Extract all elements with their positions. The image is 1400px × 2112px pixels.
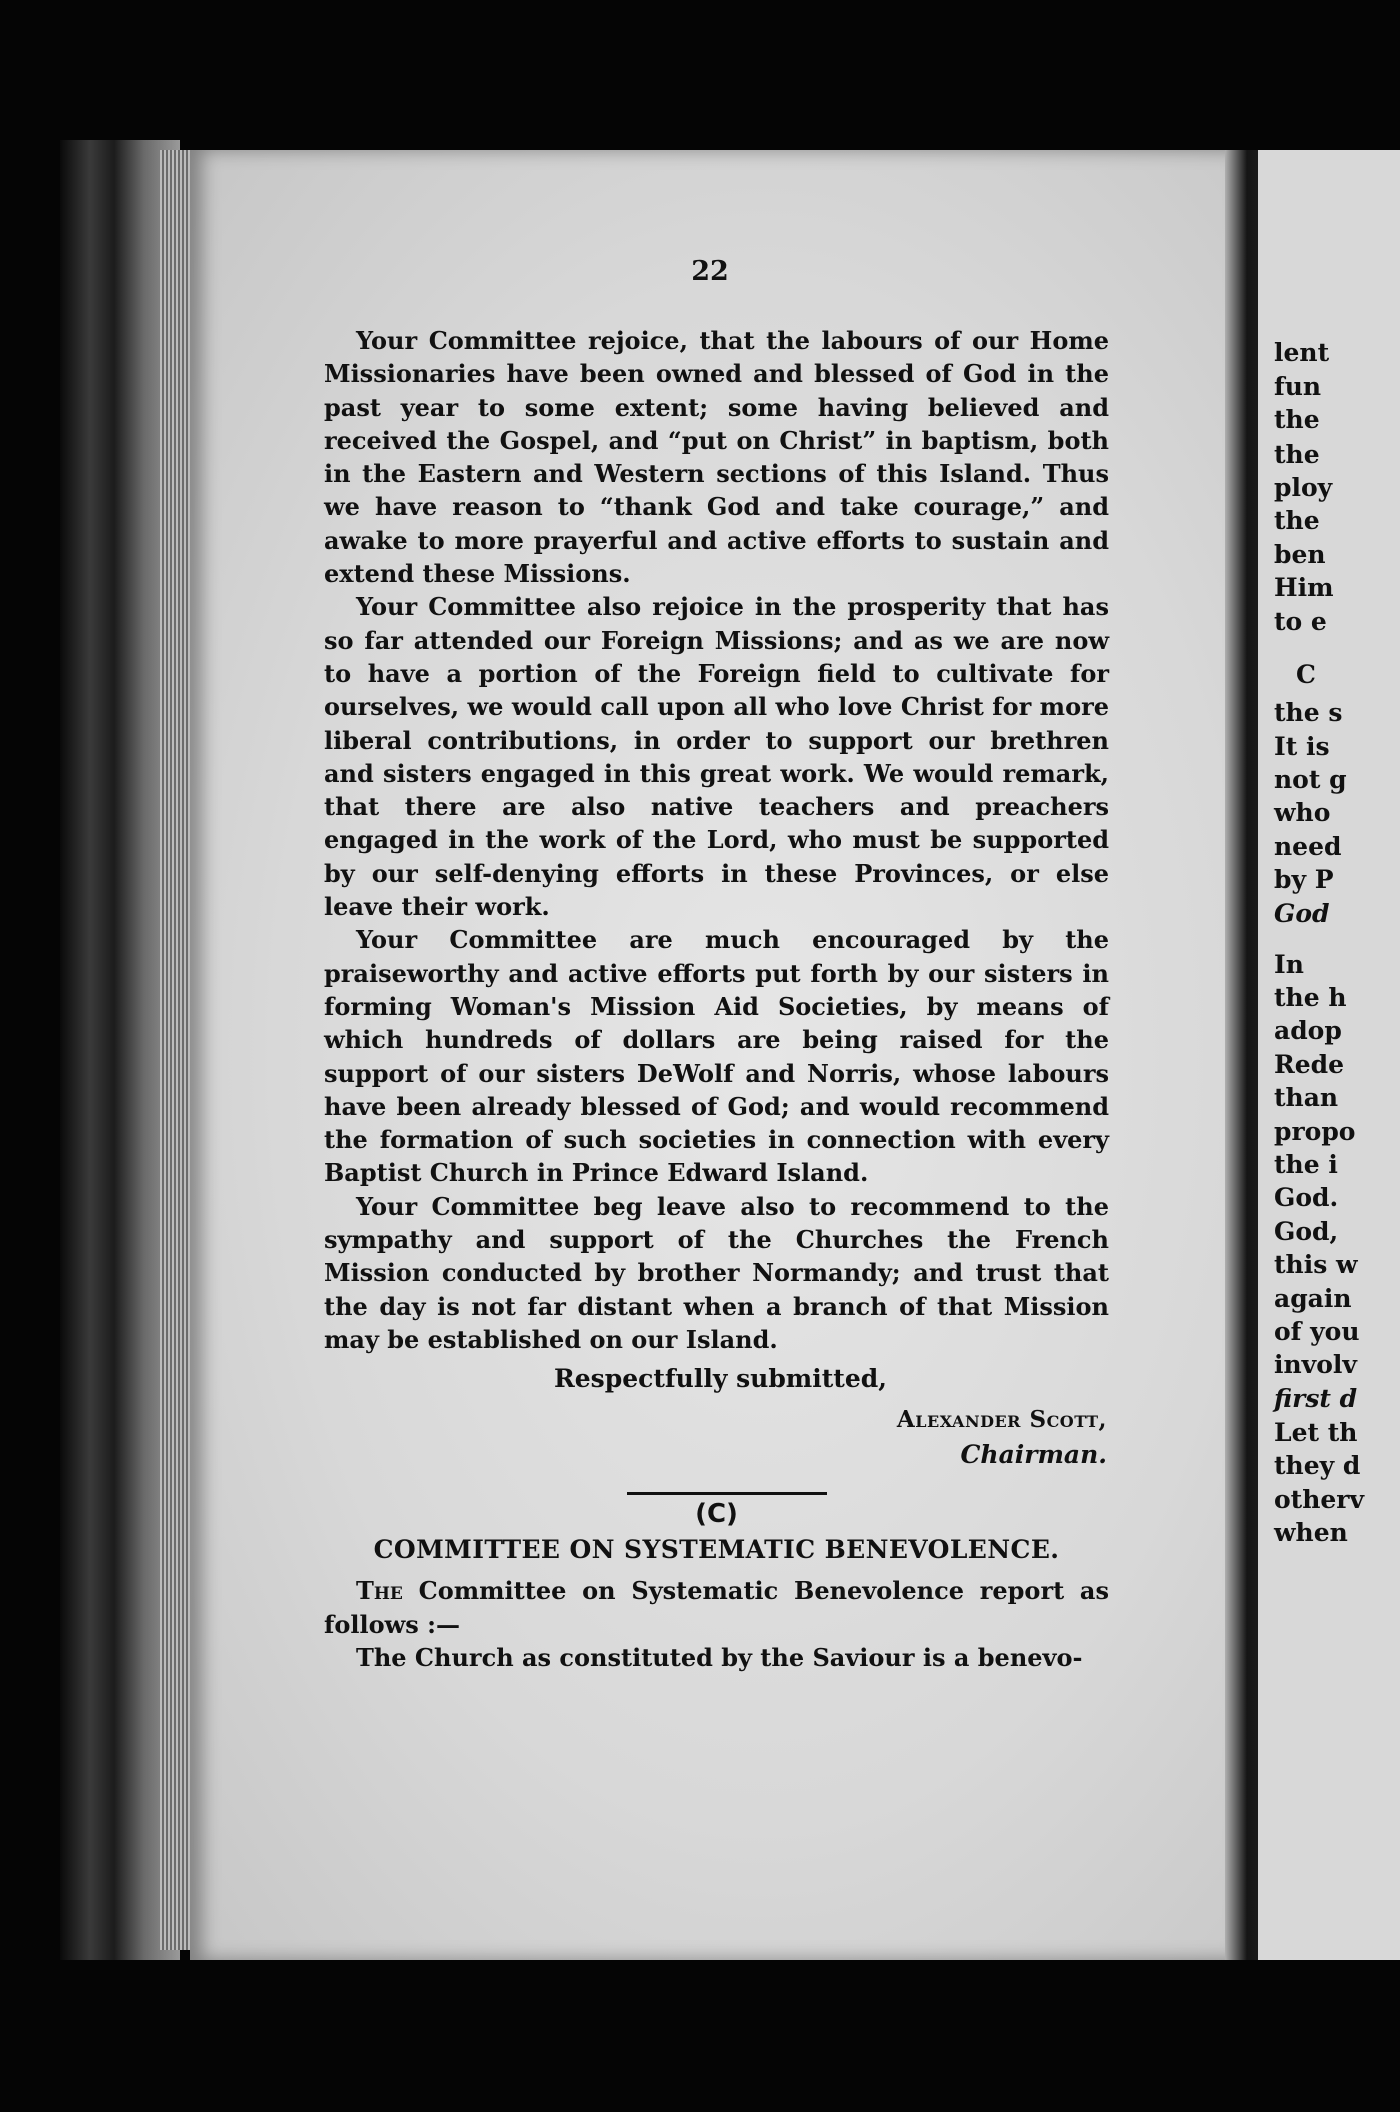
- signer-name: Alexander Scott,: [896, 1406, 1107, 1434]
- right-page-line: when: [1274, 1518, 1348, 1547]
- right-page-line: Rede: [1274, 1050, 1345, 1079]
- section-marker: (C): [695, 1499, 738, 1530]
- right-page-line: the: [1274, 440, 1320, 469]
- right-page-fragment: [1258, 150, 1400, 1960]
- right-page-line: first d: [1274, 1384, 1358, 1413]
- right-page-line: the i: [1274, 1150, 1338, 1179]
- signoff: Respectfully submitted,: [554, 1364, 887, 1394]
- right-page-line: need: [1274, 832, 1342, 861]
- paragraph-home-missions: Your Committee rejoice, that the labours of our Home Missionaries have been owned and blessed of God in the past year to some extent; some having believed and received the Gospel, and “put on Christ” in baptism, both in the Eastern and Western sections of this Island. Thus we have reason to “thank God and take courage,” and awake to more prayerful and active efforts to sustain and extend these Missions.: [324, 326, 1109, 589]
- right-page-line: God,: [1274, 1217, 1339, 1246]
- right-page-line: who: [1274, 798, 1331, 827]
- right-page-line: the s: [1274, 698, 1343, 727]
- right-page-line: It is: [1274, 732, 1330, 761]
- lead-word: The: [356, 1576, 403, 1606]
- right-page-line: God: [1274, 899, 1330, 928]
- paragraph-benevolence-intro-text: Committee on Systematic Benevolence report as follows :—: [324, 1576, 1109, 1639]
- paragraph-mission-aid-societies: Your Committee are much encouraged by the praiseworthy and active efforts put forth by our sisters in forming Woman's Mission Aid Societies, by means of which hundreds of dollars are being raised for the support of our sisters DeWolf and Norris, whose labours have been already blessed of God; and would recommend the formation of such societies in connection with every Baptist Church in Prince Edward Island.: [324, 925, 1109, 1188]
- right-page-line: ben: [1274, 540, 1326, 569]
- right-page-line: fun: [1274, 372, 1322, 401]
- right-page-line: otherv: [1274, 1485, 1365, 1514]
- right-page-line: lent: [1274, 338, 1330, 367]
- right-page-line: not g: [1274, 765, 1347, 794]
- right-page-lines: [1258, 150, 1400, 1960]
- paragraph-benevolence-church: The Church as constituted by the Saviour is a benevo-: [356, 1642, 1083, 1672]
- page-number: 22: [691, 256, 729, 287]
- signer-title: Chairman.: [960, 1440, 1107, 1470]
- section-heading: COMMITTEE ON SYSTEMATIC BENEVOLENCE.: [373, 1535, 1060, 1565]
- signature-block: [324, 1356, 1109, 1486]
- right-page-line: Him: [1274, 573, 1334, 602]
- right-page-line: the: [1274, 405, 1320, 434]
- right-page-line: this w: [1274, 1250, 1358, 1279]
- right-page-line: again: [1274, 1284, 1352, 1313]
- right-page-line: the h: [1274, 983, 1347, 1012]
- right-page-line: Let th: [1274, 1418, 1358, 1447]
- right-page-line: C: [1296, 660, 1316, 689]
- right-page-line: ploy: [1274, 473, 1333, 502]
- right-page-line: than: [1274, 1083, 1339, 1112]
- right-page-line: by P: [1274, 865, 1334, 894]
- right-page-line: God.: [1274, 1183, 1339, 1212]
- section-divider: [627, 1492, 827, 1495]
- left-page: [190, 150, 1230, 1960]
- right-page-line: the: [1274, 506, 1320, 535]
- paragraph-foreign-missions: Your Committee also rejoice in the prosperity that has so far attended our Foreign Missions; and as we are now to have a portion of the Foreign field to cultivate for ourselves, we would call upon all who love Christ for more liberal contributions, in order to support our brethren and sisters engaged in this great work. We would remark, that there are also native teachers and preachers engaged in the work of the Lord, who must be supported by our self-denying efforts in these Provinces, or else leave their work.: [324, 592, 1109, 922]
- paragraph-benevolence-intro: [324, 1574, 1109, 1641]
- paragraph-french-mission: Your Committee beg leave also to recommend to the sympathy and support of the Churches the French Mission conducted by brother Normandy; and trust that the day is not far distant when a branch of that Mission may be established on our Island.: [324, 1191, 1109, 1354]
- right-page-line: propo: [1274, 1117, 1356, 1146]
- text-column: [324, 324, 1109, 1674]
- right-page-line: adop: [1274, 1016, 1342, 1045]
- right-page-line: involv: [1274, 1350, 1357, 1379]
- right-page-line: of you: [1274, 1317, 1360, 1346]
- right-page-line: In: [1274, 950, 1304, 979]
- right-page-line: to e: [1274, 607, 1327, 636]
- right-page-line: they d: [1274, 1451, 1361, 1480]
